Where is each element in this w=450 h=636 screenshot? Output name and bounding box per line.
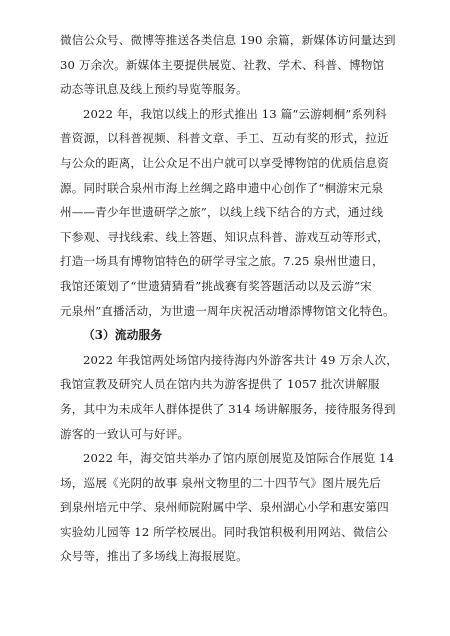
text-line: 普资源，以科普视频、科普文章、手工、互动有奖的形式，拉近 xyxy=(60,131,389,146)
text-line: 2022 年，海交馆共举办了馆内原创展览及馆际合作展览 14 xyxy=(83,451,395,466)
text-line: 到泉州培元中学、泉州师院附属中学、泉州湖心小学和惠安第四 xyxy=(60,500,389,515)
text-line: 2022 年我馆两处场馆内接待海内外游客共计 49 万余人次， xyxy=(83,352,399,367)
text-line: 务，其中为未成年人群体提供了 314 场讲解服务，接待服务得到 xyxy=(60,401,396,416)
text-line: 游客的一致认可与好评。 xyxy=(60,426,190,441)
paragraph-online-science xyxy=(60,102,400,323)
text-line: 我馆宣教及研究人员在馆内共为游客提供了 1057 批次讲解服 xyxy=(60,377,380,392)
text-line: 源。同时联合泉州市海上丝绸之路申遗中心创作了“桐游宋元泉 xyxy=(60,180,384,195)
text-line: 打造一场具有博物馆特色的研学寻宝之旅。7.25 泉州世遗日， xyxy=(60,254,384,269)
text-line: 实验幼儿园等 12 所学校展出。同时我馆积极利用网站、微信公 xyxy=(60,524,389,539)
text-line: 与公众的距离，让公众足不出户就可以享受博物馆的优质信息资 xyxy=(60,155,389,170)
section-heading: （3）流动服务 xyxy=(83,328,162,343)
text-line: 场，巡展《光阴的故事 泉州文物里的二十四节气》图片展先后 xyxy=(60,475,381,490)
text-line: 元泉州”直播活动，为世遗一周年庆祝活动增添博物馆文化特色。 xyxy=(60,303,395,318)
paragraph-visitors xyxy=(60,348,400,446)
text-line: 2022 年，我馆以线上的形式推出 13 篇“云游刺桐”系列科 xyxy=(83,106,387,121)
text-line: 30 万余次。新媒体主要提供展览、社教、学术、科普、博物馆 xyxy=(60,57,385,72)
text-line: 微信公众号、微博等推送各类信息 190 余篇，新媒体访问量达到 xyxy=(60,33,396,47)
paragraph-exhibitions xyxy=(60,446,400,569)
text-line: 州——青少年世遗研学之旅”，以线上线下结合的方式，通过线 xyxy=(60,205,384,220)
paragraph-new-media xyxy=(60,28,400,102)
text-line: 众号等，推出了多场线上海报展览。 xyxy=(60,549,248,564)
text-line: 下参观、寻找线索、线上答题、知识点科普、游戏互动等形式， xyxy=(60,229,389,244)
text-line: 我馆还策划了“世遗猜猜看”挑战赛有奖答题活动以及云游“宋 xyxy=(60,278,372,293)
text-line: 动态等讯息及线上预约导览等服务。 xyxy=(60,82,248,97)
